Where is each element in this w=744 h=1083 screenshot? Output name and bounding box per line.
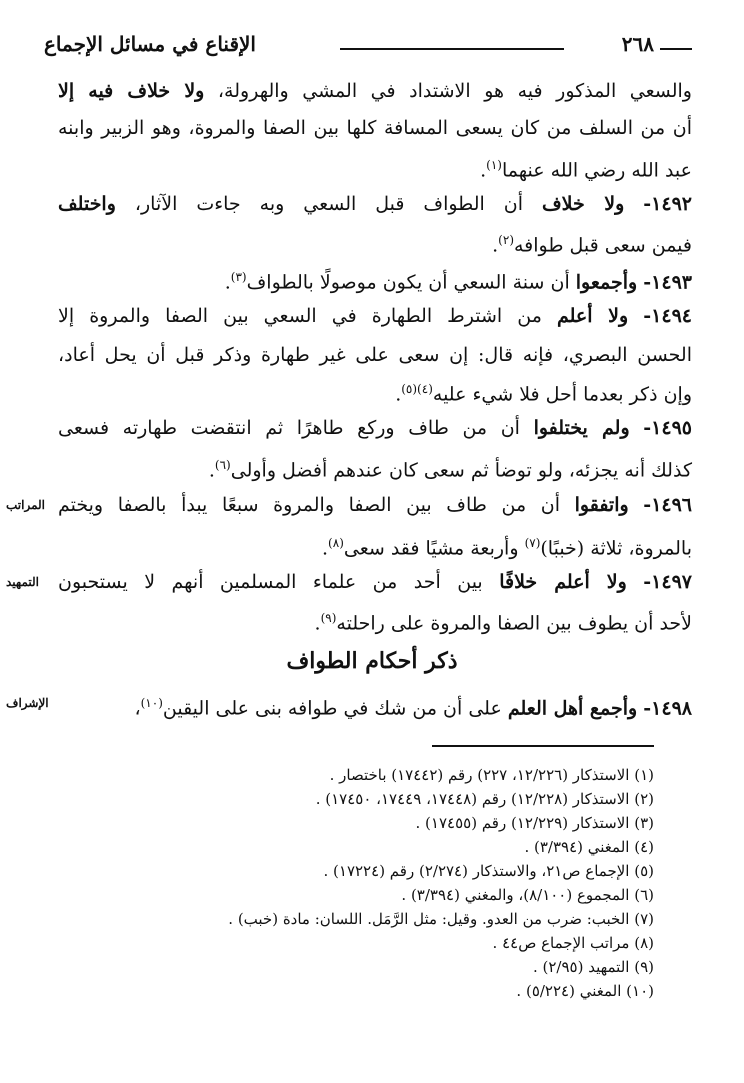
text-span: كذلك أنه يجزئه، ولو توضأ ثم سعى كان عندهم أفضل وأولى [230,459,692,482]
text-line [58,490,692,520]
issue-number: ١٤٩٦- [643,494,693,516]
text-line: كذلك أنه يجزئه، ولو توضأ ثم سعى كان عندهم أفضل وأولى$^{(٦)}$. [208,458,692,482]
text-span: من اشترط الطهارة في السعي بين الصفا والمروة إلا [58,305,542,327]
footnote-ref[interactable]: (٣) [230,270,247,284]
sidenote-maratib: المراتب [6,498,46,512]
bold-phrase: ولا أعلم خلافًا [499,571,627,593]
text-line [58,189,692,219]
footnote-ref[interactable]: (٦) [214,458,231,472]
sidenote-tamhid: التمهيد [6,575,39,589]
text-span: الحسن البصري، فإنه قال: إن سعى على غير طهارة وذكر قبل أن يحل أعاد، [58,344,692,366]
text-line: ١٤٩٣- وأجمعوا أن سنة السعي أن يكون موصولًا بالطواف$^{(٣)}$. [224,270,692,294]
text-span: فيمن سعى قبل طوافه [514,234,692,257]
text-span: أن من السلف من كان يسعى المسافة كلها بين الصفا والمروة، وهو الزبير وابنه [58,117,692,139]
running-header [40,30,692,66]
footnote-separator [432,745,654,747]
sidenote-ishraf: الإشراف [6,696,49,710]
text-line [58,113,692,143]
text-line [58,567,692,597]
issue-number: ١٤٩٨- [643,697,692,720]
bold-phrase: ولا خلاف فيه إلا [58,80,205,102]
text-line [58,413,692,443]
issue-number: ١٤٩٢- [643,193,692,215]
text-span: والسعي المذكور فيه هو الاشتداد في المشي والهرولة، [217,80,692,102]
footnote-ref[interactable]: (٢) [498,233,514,247]
text-span: أن من طاف وركع طاهرًا ثم انتقضت طهارته فسعى [58,417,520,439]
text-span: على أن من شك في طوافه بنى على اليقين [162,697,502,720]
footnote-ref[interactable]: (٧) [524,536,541,550]
footnote: (٦) المجموع (٨/١٠٠)، والمغني (٣/٣٩٤) . [401,886,654,904]
bold-phrase: واختلف [58,193,116,215]
text-line [58,340,692,370]
page-number: ٢٦٨ [621,32,654,56]
text-line: فيمن سعى قبل طوافه$^{(٢)}$. [492,233,692,257]
footnote: (١) الاستذكار (١٢/٢٢٦، ٢٢٧) رقم (١٧٤٤٢) باختصار . [329,766,654,784]
footnote: (٧) الخبب: ضرب من العدو. وقيل: مثل الرَّمَل. اللسان: مادة (خبب) . [228,910,654,928]
text-line: وإن ذكر بعدما أحل فلا شيء عليه$^{(٤)(٥)}$. [395,382,692,406]
footnote-ref[interactable]: (٤)(٥) [401,382,433,396]
footnote: (٤) المغني (٣/٣٩٤) . [524,838,654,856]
text-span: لأحد أن يطوف بين الصفا والمروة على راحلته [336,612,692,635]
text-line [58,76,692,106]
text-line [58,301,692,331]
footnote: (٨) مراتب الإجماع ص٤٤ . [492,934,654,952]
footnote-ref[interactable]: (٩) [320,611,337,625]
bold-phrase: واتفقوا [574,494,629,516]
issue-number: ١٤٩٥- [643,417,692,439]
text-span: بالمروة، ثلاثة (خببًا) [540,537,692,560]
bold-phrase: ولا خلاف [541,193,625,215]
footnote: (٢) الاستذكار (١٢/٢٢٨) رقم (١٧٤٤٨، ١٧٤٤٩، ١٧٤٥٠) . [315,790,654,808]
bold-phrase: ولا أعلم [556,305,629,327]
text-span: وأربعة مشيًا فقد سعى [343,537,519,560]
header-rule-right [660,48,692,50]
footnote-ref[interactable]: (١٠) [140,696,163,710]
footnote: (٥) الإجماع ص٢١، والاستذكار (٢/٢٧٤) رقم (١٧٢٢٤) . [323,862,654,880]
footnote: (٣) الاستذكار (١٢/٢٢٩) رقم (١٧٤٥٥) . [415,814,654,832]
footnote-ref[interactable]: (١) [486,158,502,172]
section-heading: ذكر أحكام الطواف [286,648,458,674]
footnote: (٩) التمهيد (٢/٩٥) . [532,958,654,976]
text-line: ١٤٩٨- وأجمع أهل العلم على أن من شك في طوافه بنى على اليقين$^{(١٠)}$، [134,696,692,720]
text-span: أن الطواف قبل السعي وبه جاءت الآثار، [134,193,524,215]
text-span: أن من طاف بين الصفا والمروة سبعًا يبدأ بالصفا ويختم [58,494,560,516]
issue-number: ١٤٩٣- [643,271,692,294]
footnote: (١٠) المغني (٥/٢٢٤) . [516,982,654,1000]
book-title: الإقناع في مسائل الإجماع [44,32,256,56]
header-rule-middle [340,48,564,50]
text-line: بالمروة، ثلاثة (خببًا)$^{(٧)}$ وأربعة مشيًا فقد سعى$^{(٨)}$. [322,536,692,560]
bold-phrase: وأجمع أهل العلم [507,697,638,720]
footnote-ref[interactable]: (٨) [328,536,344,550]
text-span: بين أحد من علماء المسلمين أنهم لا يستحبون [58,571,483,593]
bold-phrase: ولم يختلفوا [533,417,630,439]
text-span: وإن ذكر بعدما أحل فلا شيء عليه [432,383,692,406]
text-span: عبد الله رضي الله عنهما [501,159,692,182]
issue-number: ١٤٩٧- [643,571,692,593]
text-line: لأحد أن يطوف بين الصفا والمروة على راحلته$^{(٩)}$. [314,611,692,635]
text-span: أن سنة السعي أن يكون موصولًا بالطواف [246,271,570,294]
text-line: عبد الله رضي الله عنهما$^{(١)}$. [480,158,692,182]
bold-phrase: وأجمعوا [575,271,638,294]
issue-number: ١٤٩٤- [643,305,692,327]
